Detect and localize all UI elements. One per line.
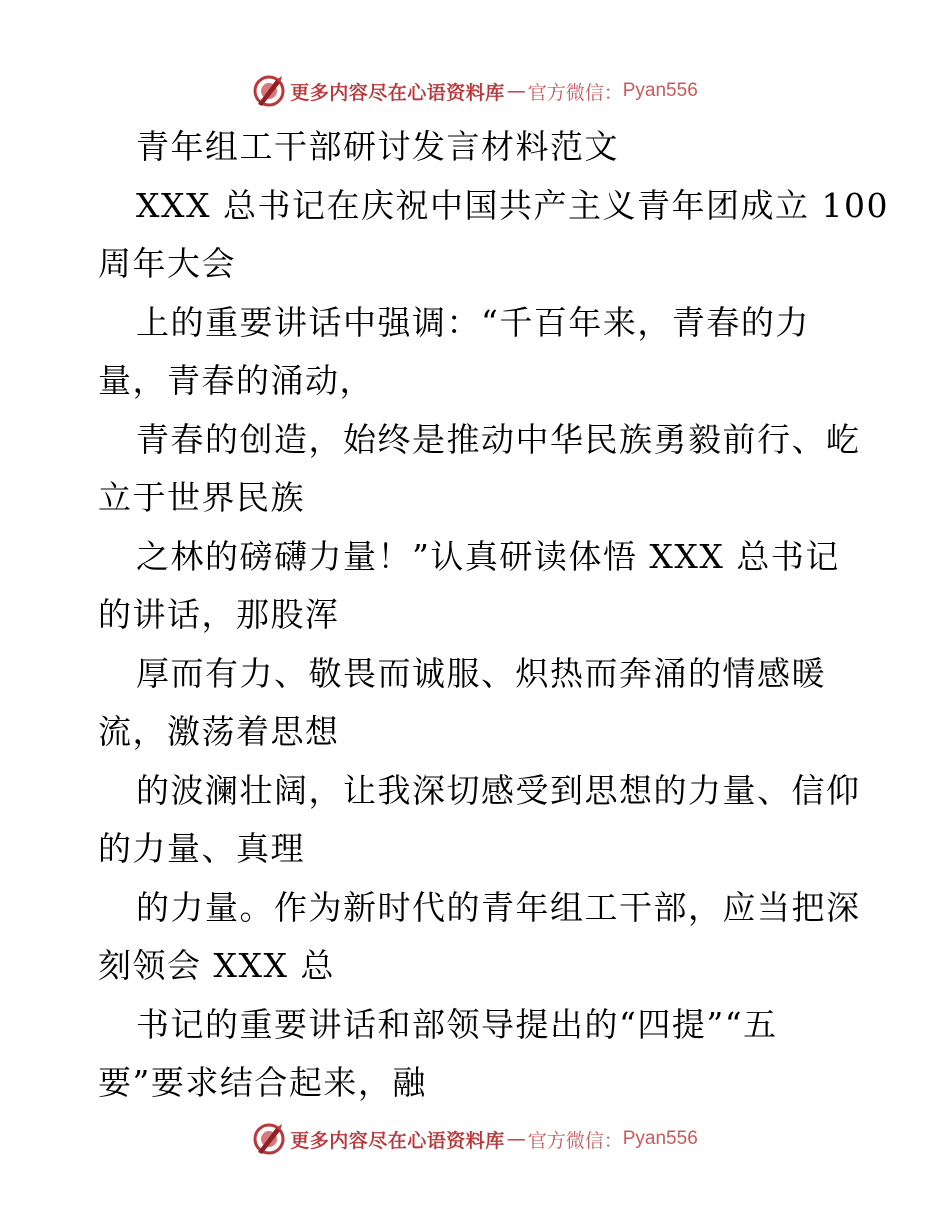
footer-watermark-banner: [0, 1119, 950, 1159]
document-line: XXX 总书记在庆祝中国共产主义青年团成立 100: [136, 186, 889, 225]
document-line: 立于世界民族: [98, 478, 305, 517]
quill-seal-logo-icon: [252, 74, 286, 108]
document-line: 的力量、真理: [98, 829, 305, 868]
document-line: 青春的创造，始终是推动中华民族勇毅前行、屹: [136, 420, 861, 459]
document-line: 流，激荡着思想: [98, 712, 340, 751]
banner-main-text: 更多内容尽在心语资料库: [290, 1129, 505, 1152]
banner-main-text: 更多内容尽在心语资料库: [290, 81, 505, 104]
document-line: 刻领会 XXX 总: [98, 946, 335, 985]
document-line: 之林的磅礴力量！”认真研读体悟 XXX 总书记: [136, 537, 840, 576]
document-line: 上的重要讲话中强调：“千百年来，青春的力: [136, 303, 810, 342]
document-line: 的波澜壮阔，让我深切感受到思想的力量、信仰: [136, 771, 861, 810]
banner-wechat-id: Pyan556: [622, 1128, 698, 1149]
banner-wechat-label: 官方微信：: [527, 1129, 623, 1152]
document-line: 要”要求结合起来，融: [98, 1063, 427, 1102]
document-line: 书记的重要讲话和部领导提出的“四提”“五: [136, 1005, 778, 1044]
banner-wechat-id: Pyan556: [622, 80, 698, 101]
document-line: 周年大会: [98, 244, 236, 283]
banner-separator: —: [506, 80, 526, 102]
banner-separator: —: [506, 1128, 526, 1150]
document-line: 量，青春的涌动，: [98, 361, 374, 400]
document-line: 的力量。作为新时代的青年组工干部，应当把深: [136, 888, 861, 927]
document-title: 青年组工干部研讨发言材料范文: [136, 127, 619, 166]
quill-seal-logo-icon: [252, 1122, 286, 1156]
banner-wechat-label: 官方微信：: [527, 81, 623, 104]
document-line: 的讲话，那股浑: [98, 595, 340, 634]
document-line: 厚而有力、敬畏而诚服、炽热而奔涌的情感暖: [136, 654, 826, 693]
header-watermark-banner: [0, 71, 950, 111]
